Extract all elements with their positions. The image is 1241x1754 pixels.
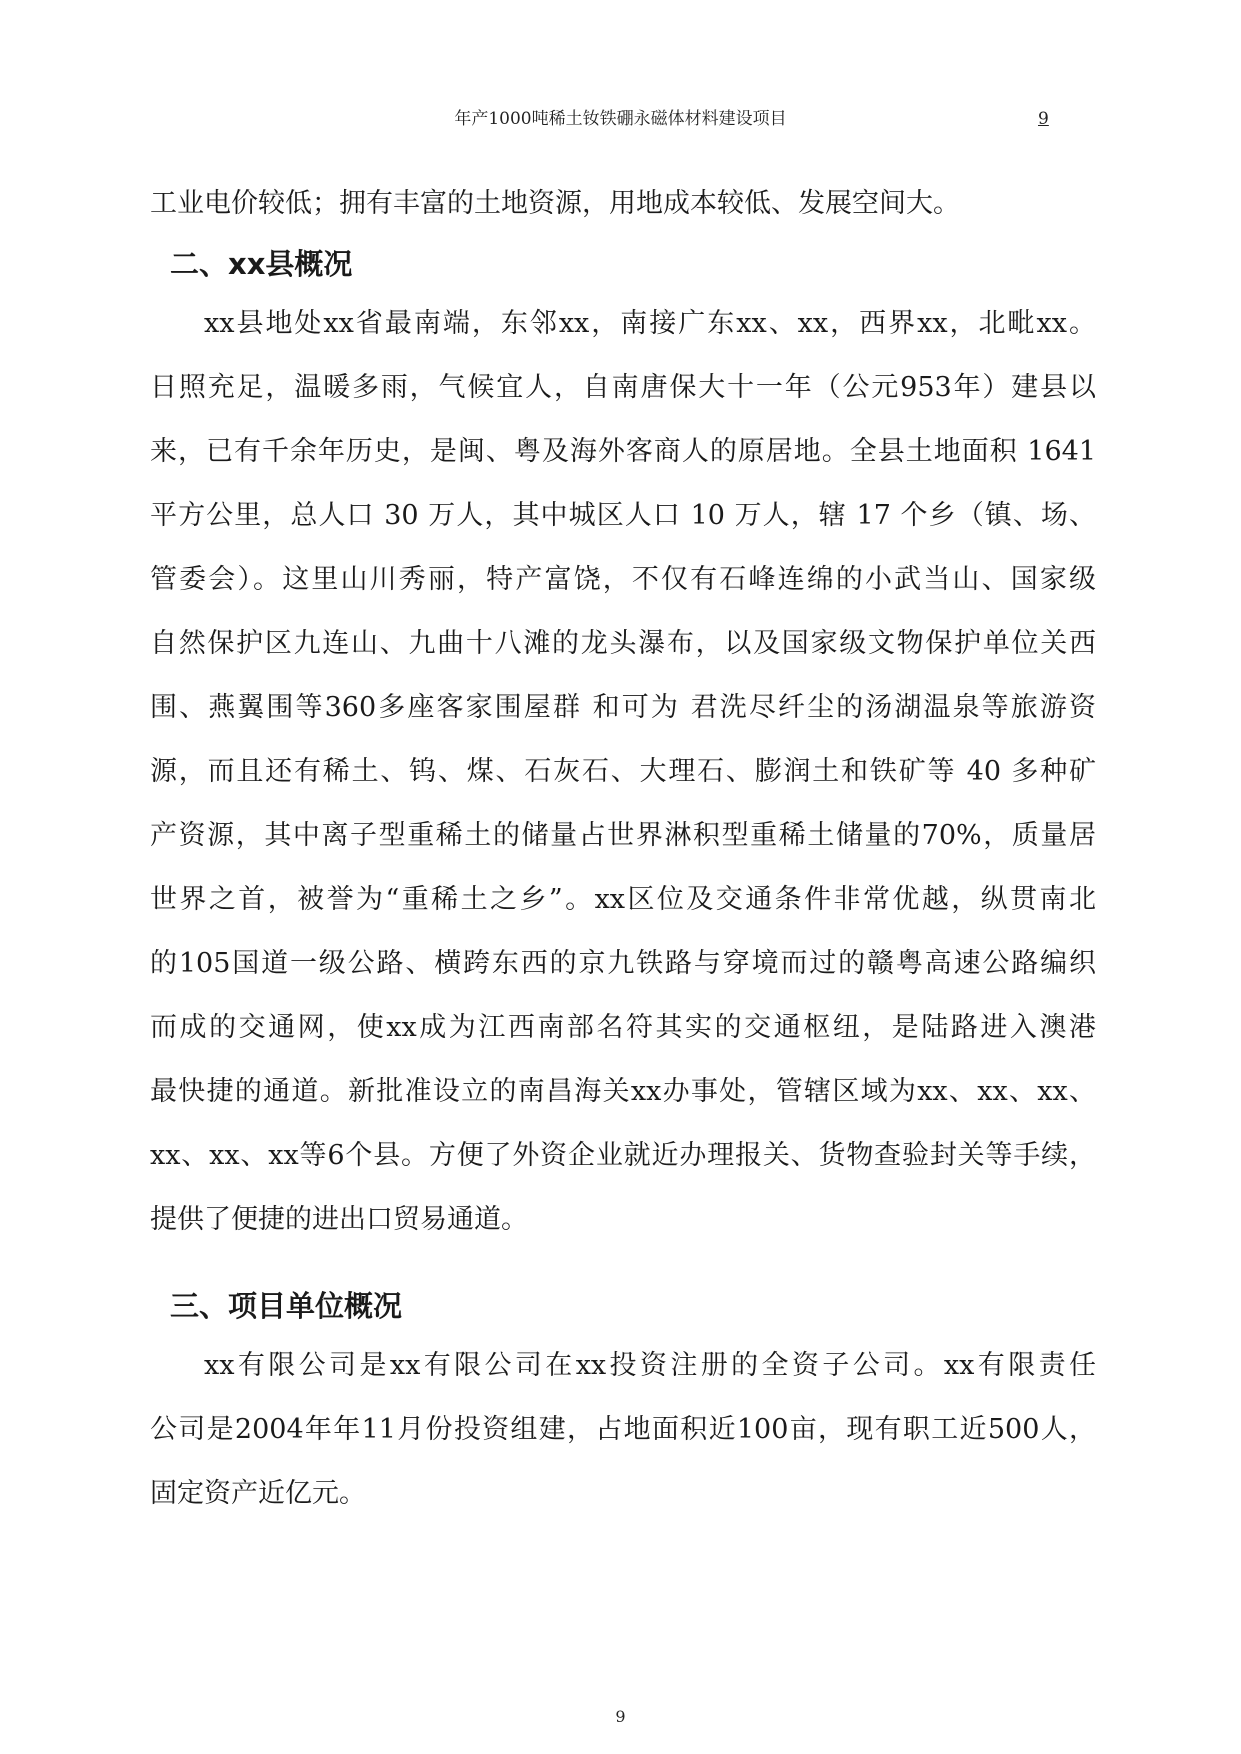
page-header [0,104,1241,134]
paragraph-line: 最快捷的通道。新批准设立的南昌海关xx办事处，管辖区域为xx、xx、xx、 [150,1076,1096,1107]
paragraph-line: 源，而且还有稀土、钨、煤、石灰石、大理石、膨润土和铁矿等 40 多种矿 [150,756,1096,787]
paragraph-line: 围、燕翼围等360多座客家围屋群 和可为 君洗尽纤尘的汤湖温泉等旅游资 [150,692,1096,723]
paragraph-line: 管委会）。这里山川秀丽，特产富饶，不仅有石峰连绵的小武当山、国家级 [150,564,1096,595]
paragraph-line: xx、xx、xx等6个县。方便了外资企业就近办理报关、货物查验封关等手续， [150,1140,1096,1171]
document-body [150,188,1096,1510]
paragraph-line: 平方公里，总人口 30 万人，其中城区人口 10 万人，辖 17 个乡（镇、场、 [150,500,1096,531]
paragraph-line: 自然保护区九连山、九曲十八滩的龙头瀑布，以及国家级文物保护单位关西 [150,628,1096,659]
company-overview-paragraph [150,1350,1096,1510]
paragraph-line: 的105国道一级公路、横跨东西的京九铁路与穿境而过的赣粤高速公路编织 [150,948,1096,979]
section-heading-county: 二、xx县概况 [170,247,353,281]
paragraph-line: 产资源，其中离子型重稀土的储量占世界淋积型重稀土储量的70%，质量居 [150,820,1096,851]
paragraph-line: 公司是2004年年11月份投资组建，占地面积近100亩，现有职工近500人， [150,1414,1096,1445]
paragraph-line: 来，已有千余年历史，是闽、粤及海外客商人的原居地。全县土地面积 1641 [150,436,1096,467]
paragraph-line: 提供了便捷的进出口贸易通道。 [150,1204,528,1235]
county-overview-paragraph [150,308,1096,1236]
footer-page-number: 9 [615,1707,626,1726]
paragraph-line: 而成的交通网，使xx成为江西南部名符其实的交通枢纽，是陆路进入澳港 [150,1012,1096,1043]
section-heading-company: 三、项目单位概况 [170,1289,403,1323]
paragraph-line: 日照充足，温暖多雨，气候宜人，自南唐保大十一年（公元953年）建县以 [150,372,1096,403]
paragraph-line: xx县地处xx省最南端，东邻xx，南接广东xx、xx，西界xx，北毗xx。 [204,308,1096,339]
header-title: 年产1000吨稀土钕铁硼永磁体材料建设项目 [454,109,787,129]
paragraph-line: 固定资产近亿元。 [150,1478,366,1509]
paragraph-line: 工业电价较低；拥有丰富的土地资源，用地成本较低、发展空间大。 [150,188,960,219]
paragraph-line: 世界之首，被誉为“重稀土之乡”。xx区位及交通条件非常优越，纵贯南北 [150,884,1096,915]
paragraph-line: xx有限公司是xx有限公司在xx投资注册的全资子公司。xx有限责任 [204,1350,1096,1381]
header-page-number: 9 [1038,109,1049,129]
